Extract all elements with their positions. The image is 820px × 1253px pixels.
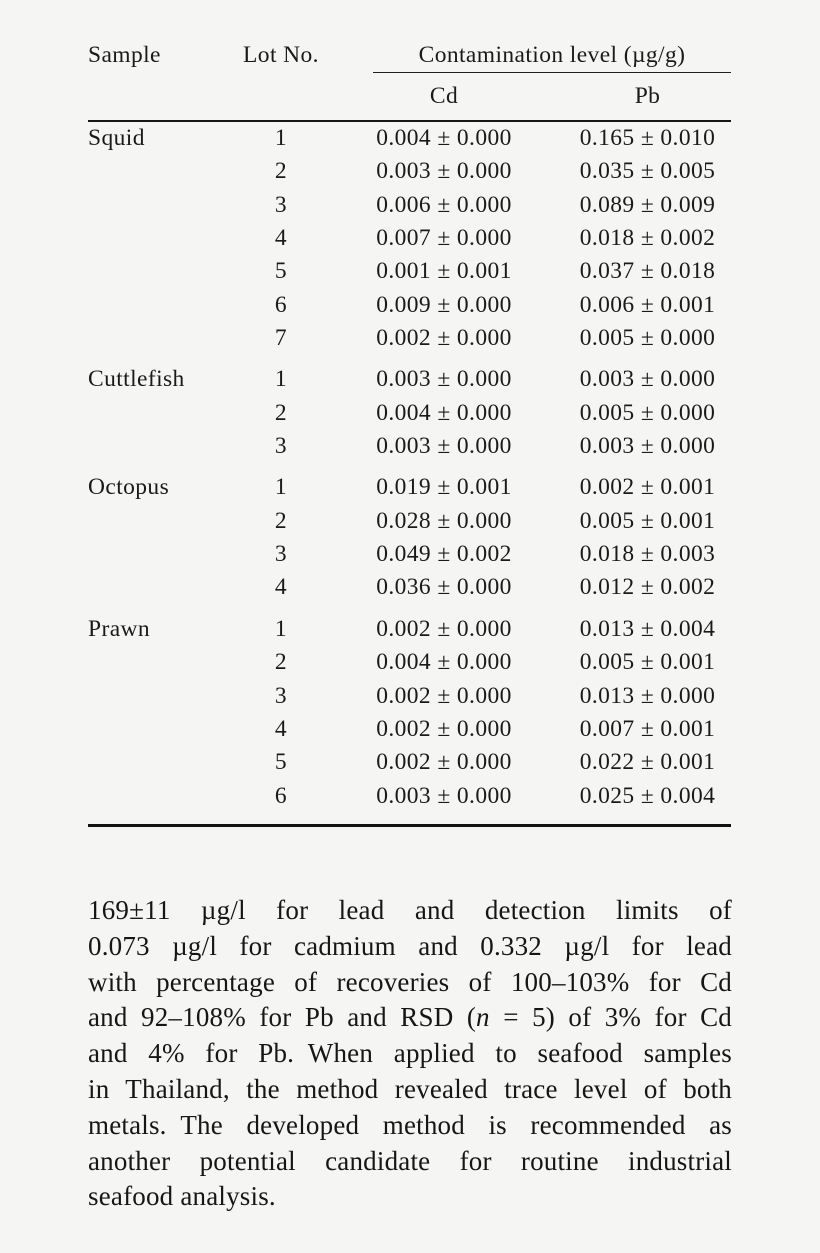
paragraph-line: and 92–108% for Pb and RSD (n = 5) of 3% for Cd: [88, 1002, 732, 1033]
header-contamination-level: Contamination level (µg/g): [373, 43, 731, 73]
pb-value-cell: 0.002 ± 0.001: [579, 474, 716, 501]
cd-value-cell: 0.002 ± 0.000: [376, 715, 512, 742]
cd-value-cell: 0.002 ± 0.000: [376, 749, 512, 776]
pb-value-cell: 0.013 ± 0.004: [579, 615, 716, 642]
sample-name-cell: Squid: [88, 125, 145, 151]
cd-value-cell: 0.002 ± 0.000: [376, 615, 512, 642]
table-row: [88, 471, 731, 504]
lot-number-cell: 7: [274, 325, 288, 352]
table-row: [88, 289, 731, 322]
cd-value-cell: 0.001 ± 0.001: [376, 258, 512, 285]
table-header-row-2: [88, 73, 731, 122]
lot-number-cell: 2: [274, 649, 288, 676]
cd-value-cell: 0.003 ± 0.000: [376, 158, 512, 185]
lot-number-cell: 4: [274, 574, 288, 601]
pb-value-cell: 0.005 ± 0.000: [579, 325, 716, 352]
paragraph-line: another potential candidate for routine industrial: [88, 1145, 732, 1176]
lot-number-cell: 5: [274, 749, 288, 776]
table-row: [88, 613, 731, 646]
sample-name-cell: [88, 289, 238, 323]
sample-name-cell: [88, 397, 238, 431]
lot-number-cell: 5: [274, 258, 288, 285]
pb-value-cell: 0.035 ± 0.005: [579, 158, 716, 185]
paragraph-line: metals. The developed method is recommended as: [88, 1109, 732, 1140]
header-cd: Cd: [429, 83, 459, 109]
sample-name-cell: [88, 505, 238, 539]
lot-number-cell: 2: [274, 399, 288, 426]
sample-name-cell: [88, 222, 238, 256]
table-row: [88, 363, 731, 396]
table-row: [88, 680, 731, 713]
sample-group: [88, 363, 731, 463]
pb-value-cell: 0.005 ± 0.001: [579, 649, 716, 676]
header-sample: Sample: [88, 42, 161, 68]
lot-number-cell: 4: [274, 225, 288, 252]
sample-name-cell: [88, 746, 238, 780]
sample-name-cell: [88, 646, 238, 680]
paragraph-line: 0.073 µg/l for cadmium and 0.332 µg/l for lead: [88, 930, 732, 961]
lot-number-cell: 1: [274, 125, 288, 151]
header-lot-no: Lot No.: [243, 42, 319, 68]
lot-number-cell: 3: [274, 433, 288, 460]
sample-group: [88, 613, 731, 813]
pb-value-cell: 0.165 ± 0.010: [579, 125, 716, 151]
lot-number-cell: 3: [274, 541, 288, 568]
table-row: [88, 322, 731, 355]
contamination-table: [88, 33, 731, 827]
cd-value-cell: 0.028 ± 0.000: [376, 507, 512, 534]
pb-value-cell: 0.013 ± 0.000: [579, 682, 716, 709]
sample-name-cell: [88, 780, 238, 814]
sample-name-cell: [88, 255, 238, 289]
abstract-paragraph: [88, 893, 732, 1215]
paragraph-line: in Thailand, the method revealed trace level of both: [88, 1073, 732, 1104]
sample-name-cell: [88, 713, 238, 747]
cd-value-cell: 0.002 ± 0.000: [376, 325, 512, 352]
sample-name-cell: [88, 680, 238, 714]
table-row: [88, 746, 731, 779]
cd-value-cell: 0.003 ± 0.000: [376, 782, 512, 809]
pb-value-cell: 0.003 ± 0.000: [579, 366, 716, 393]
cd-value-cell: 0.019 ± 0.001: [376, 474, 512, 501]
pb-value-cell: 0.018 ± 0.003: [579, 541, 716, 568]
table-row: [88, 255, 731, 288]
paragraph-line: seafood analysis.: [88, 1181, 276, 1212]
lot-number-cell: 2: [274, 507, 288, 534]
lot-number-cell: 6: [274, 291, 288, 318]
cd-value-cell: 0.003 ± 0.000: [376, 366, 512, 393]
lot-number-cell: 6: [274, 782, 288, 809]
table-row: [88, 122, 731, 155]
table-row: [88, 713, 731, 746]
table-row: [88, 430, 731, 463]
sample-name-cell: [88, 322, 238, 356]
pb-value-cell: 0.022 ± 0.001: [579, 749, 716, 776]
table-row: [88, 646, 731, 679]
pb-value-cell: 0.007 ± 0.001: [579, 715, 716, 742]
lot-number-cell: 1: [274, 366, 288, 393]
paragraph-line: with percentage of recoveries of 100–103% for Cd: [88, 966, 732, 997]
pb-value-cell: 0.012 ± 0.002: [579, 574, 716, 601]
table-body: [88, 122, 731, 827]
table-row: [88, 222, 731, 255]
table-row: [88, 505, 731, 538]
paragraph-line: and 4% for Pb. When applied to seafood samples: [88, 1038, 732, 1069]
lot-number-cell: 4: [274, 715, 288, 742]
sample-name-cell: [88, 189, 238, 223]
pb-value-cell: 0.003 ± 0.000: [579, 433, 716, 460]
sample-name-cell: [88, 538, 238, 572]
pb-value-cell: 0.005 ± 0.000: [579, 399, 716, 426]
sample-group: [88, 471, 731, 604]
cd-value-cell: 0.004 ± 0.000: [376, 125, 512, 151]
paragraph-line: 169±11 µg/l for lead and detection limits of: [88, 895, 732, 925]
sample-name-cell: [88, 430, 238, 464]
sample-name-cell: [88, 155, 238, 189]
table-row: [88, 538, 731, 571]
cd-value-cell: 0.004 ± 0.000: [376, 399, 512, 426]
pb-value-cell: 0.025 ± 0.004: [579, 782, 716, 809]
sample-name-cell: Cuttlefish: [88, 366, 185, 393]
lot-number-cell: 3: [274, 682, 288, 709]
lot-number-cell: 2: [274, 158, 288, 185]
table-header-row-1: [88, 33, 731, 73]
pb-value-cell: 0.089 ± 0.009: [579, 191, 716, 218]
table-row: [88, 155, 731, 188]
header-pb: Pb: [634, 83, 661, 109]
cd-value-cell: 0.009 ± 0.000: [376, 291, 512, 318]
pb-value-cell: 0.018 ± 0.002: [579, 225, 716, 252]
cd-value-cell: 0.002 ± 0.000: [376, 682, 512, 709]
sample-name-cell: Prawn: [88, 615, 151, 642]
sample-name-cell: [88, 571, 238, 605]
pb-value-cell: 0.005 ± 0.001: [579, 507, 716, 534]
sample-group: [88, 122, 731, 355]
cd-value-cell: 0.004 ± 0.000: [376, 649, 512, 676]
cd-value-cell: 0.049 ± 0.002: [376, 541, 512, 568]
lot-number-cell: 3: [274, 191, 288, 218]
lot-number-cell: 1: [274, 474, 288, 501]
lot-number-cell: 1: [274, 615, 288, 642]
pb-value-cell: 0.037 ± 0.018: [579, 258, 716, 285]
cd-value-cell: 0.007 ± 0.000: [376, 225, 512, 252]
table-row: [88, 780, 731, 813]
table-row: [88, 571, 731, 604]
pb-value-cell: 0.006 ± 0.001: [579, 291, 716, 318]
cd-value-cell: 0.003 ± 0.000: [376, 433, 512, 460]
header-group-span: [324, 33, 731, 73]
cd-value-cell: 0.036 ± 0.000: [376, 574, 512, 601]
table-row: [88, 189, 731, 222]
cd-value-cell: 0.006 ± 0.000: [376, 191, 512, 218]
sample-name-cell: Octopus: [88, 474, 170, 501]
table-row: [88, 397, 731, 430]
